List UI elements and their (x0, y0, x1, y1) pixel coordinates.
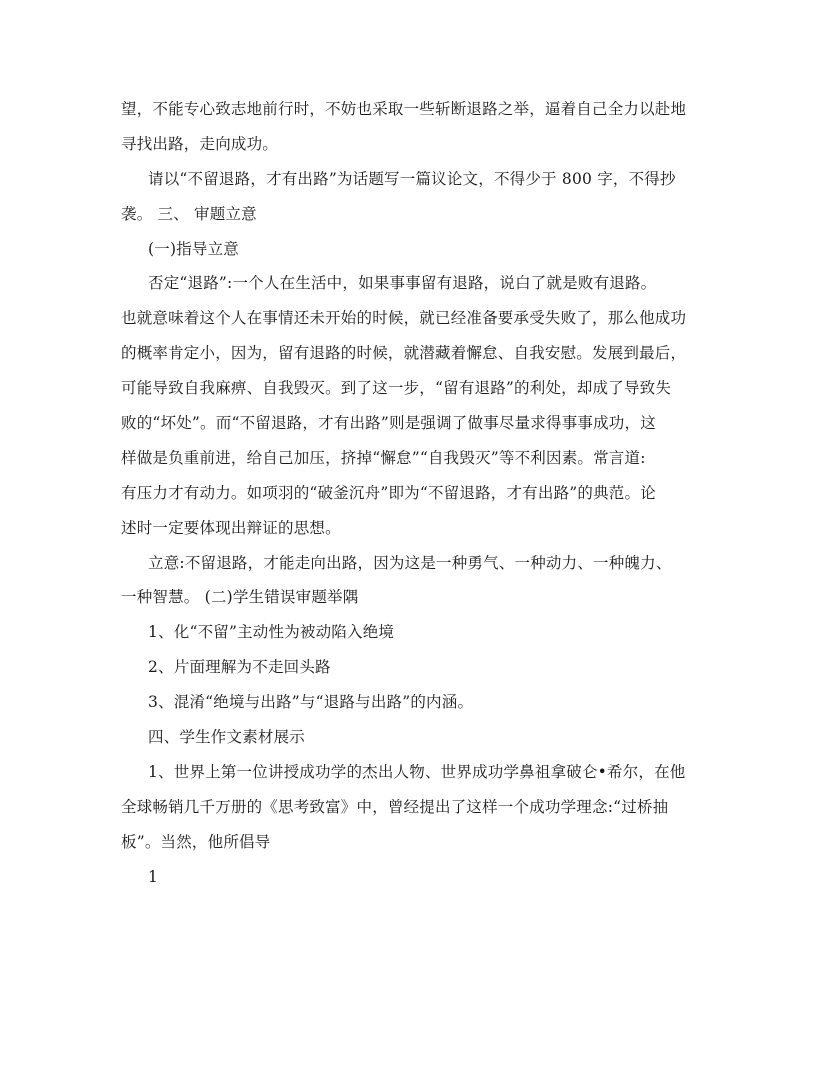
text-line: 样做是负重前进，给自己加压，挤掉“懈怠”“自我毁灭”等不利因素。常言道: (121, 448, 646, 467)
section-heading: 四、学生作文素材展示 (148, 728, 306, 747)
text-line: 有压力才有动力。如项羽的“破釜沉舟”即为“不留退路，才有出路”的典范。论 (121, 483, 656, 502)
text-line: 全球畅销几千万册的《思考致富》中，曾经提出了这样一个成功学理念:“过桥抽 (121, 797, 669, 816)
text-line: 一种智慧。 (二)学生错误审题举隅 (121, 588, 359, 607)
text-line: 否定“退路”:一个人在生活中，如果事事留有退路，说白了就是败有退路。 (148, 274, 657, 293)
list-item: 1、世界上第一位讲授成功学的杰出人物、世界成功学鼻祖拿破仑•希尔，在他 (148, 762, 686, 781)
text-line: 述时一定要体现出辩证的思想。 (121, 518, 341, 537)
text-line: 可能导致自我麻痹、自我毁灭。到了这一步，“留有退路”的利处，却成了导致失 (121, 379, 672, 398)
section-heading: (一)指导立意 (148, 239, 239, 258)
text-line: 袭。 三、 审题立意 (121, 204, 257, 223)
text-line: 败的“坏处”。而“不留退路，才有出路”则是强调了做事尽量求得事事成功，这 (121, 414, 656, 433)
list-item: 1、化“不留”主动性为被动陷入绝境 (148, 623, 395, 642)
text-line: 板”。当然，他所倡导 (121, 832, 271, 851)
body-text (121, 92, 711, 894)
text-line: 的概率肯定小，因为，留有退路的时候，就潜藏着懈怠、自我安慰。发展到最后， (121, 344, 687, 363)
list-item: 2、片面理解为不走回头路 (148, 658, 331, 677)
page-number: 1 (148, 867, 159, 886)
list-item: 3、混淆“绝境与出路”与“退路与出路”的内涵。 (148, 693, 474, 712)
text-line: 寻找出路，走向成功。 (121, 134, 279, 153)
text-line: 请以“不留退路，才有出路”为话题写一篇议论文，不得少于 800 字，不得抄 (148, 169, 676, 188)
text-line: 也就意味着这个人在事情还未开始的时候，就已经准备要承受失败了，那么他成功 (121, 309, 687, 328)
text-line: 立意:不留退路，才能走向出路，因为这是一种勇气、一种动力、一种魄力、 (148, 553, 672, 572)
text-line: 望，不能专心致志地前行时，不妨也采取一些斩断退路之举，逼着自己全力以赴地 (121, 100, 687, 118)
